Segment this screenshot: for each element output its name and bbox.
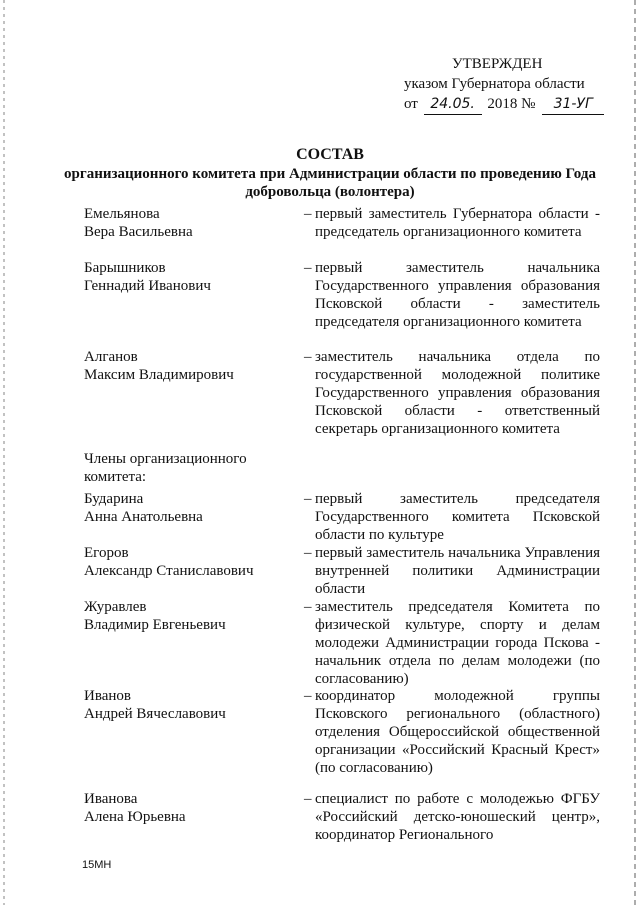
person-name: [84, 790, 304, 826]
dash: –: [304, 599, 312, 615]
surname: Иванова: [84, 791, 138, 807]
dash: –: [304, 349, 312, 365]
heading-subtitle: организационного комитета при Администрации области по проведению Года добровольца (волонтера): [64, 166, 596, 200]
person-name: [84, 598, 304, 634]
given-names: Владимир Евгеньевич: [84, 617, 226, 633]
person-name: [84, 490, 304, 526]
given-names: Вера Васильевна: [84, 224, 193, 240]
surname: Алганов: [84, 349, 138, 365]
surname: Егоров: [84, 545, 129, 561]
approval-dateline: [404, 94, 624, 115]
person-position: специалист по работе с молодежью ФГБУ «Российский детско-юношеский центр», координатор Регионального: [315, 791, 600, 843]
given-names: Максим Владимирович: [84, 367, 234, 383]
footer-code: 15МН: [82, 859, 112, 871]
given-names: Александр Станиславович: [84, 563, 254, 579]
surname: Барышников: [84, 260, 166, 276]
surname: Бударина: [84, 491, 144, 507]
approval-decree: указом Губернатора области: [404, 76, 585, 92]
surname: Емельянова: [84, 206, 160, 222]
surname: Журавлев: [84, 599, 147, 615]
document-heading: [60, 146, 600, 201]
scan-edge-left: [3, 0, 5, 905]
given-names: Андрей Вячеславович: [84, 706, 226, 722]
surname: Иванов: [84, 688, 131, 704]
person-position: координатор молодежной группы Псковского регионального (областного) отделения Общероссийской общественной организации «Российский Красный Крест» (по согласованию): [315, 688, 600, 776]
person-position: первый заместитель Губернатора области - председатель организационного комитета: [315, 206, 600, 240]
heading-title: СОСТАВ: [296, 146, 364, 163]
person-position: первый заместитель начальника Государственного управления образования Псковской области - заместитель председателя организационного комитета: [315, 260, 600, 330]
year-label: 2018 №: [487, 96, 536, 112]
dash: –: [304, 688, 312, 704]
given-names: Анна Анатольевна: [84, 509, 203, 525]
dash: –: [304, 491, 312, 507]
person-name: [84, 687, 304, 723]
dash: –: [304, 260, 312, 276]
person-position: первый заместитель председателя Государственного комитета Псковской области по культуре: [315, 491, 600, 543]
approval-block: [404, 54, 624, 115]
dash: –: [304, 545, 312, 561]
person-name: [84, 544, 304, 580]
date-prefix: от: [404, 96, 418, 112]
person-position: заместитель начальника отдела по государственной молодежной политике Государственного управления образования Псковской области - ответственный секретарь организационного комитета: [315, 349, 600, 437]
person-name: [84, 205, 304, 241]
approval-title: УТВЕРЖДЕН: [452, 56, 543, 72]
dash: –: [304, 206, 312, 222]
person-position: первый заместитель начальника Управления внутренней политики Администрации области: [315, 545, 600, 597]
person-position: заместитель председателя Комитета по физической культуре, спорту и делам молодежи Администрации города Пскова - начальник отдела по делам молодежи (по согласованию): [315, 599, 600, 687]
person-name: [84, 348, 304, 384]
person-name: [84, 259, 304, 295]
handwritten-date: 24.05.: [424, 94, 482, 115]
members-label: Члены организационного комитета:: [84, 451, 247, 485]
given-names: Геннадий Иванович: [84, 278, 211, 294]
dash: –: [304, 791, 312, 807]
handwritten-number: 31-УГ: [542, 94, 604, 115]
scan-edge-right: [634, 0, 636, 905]
given-names: Алена Юрьевна: [84, 809, 186, 825]
